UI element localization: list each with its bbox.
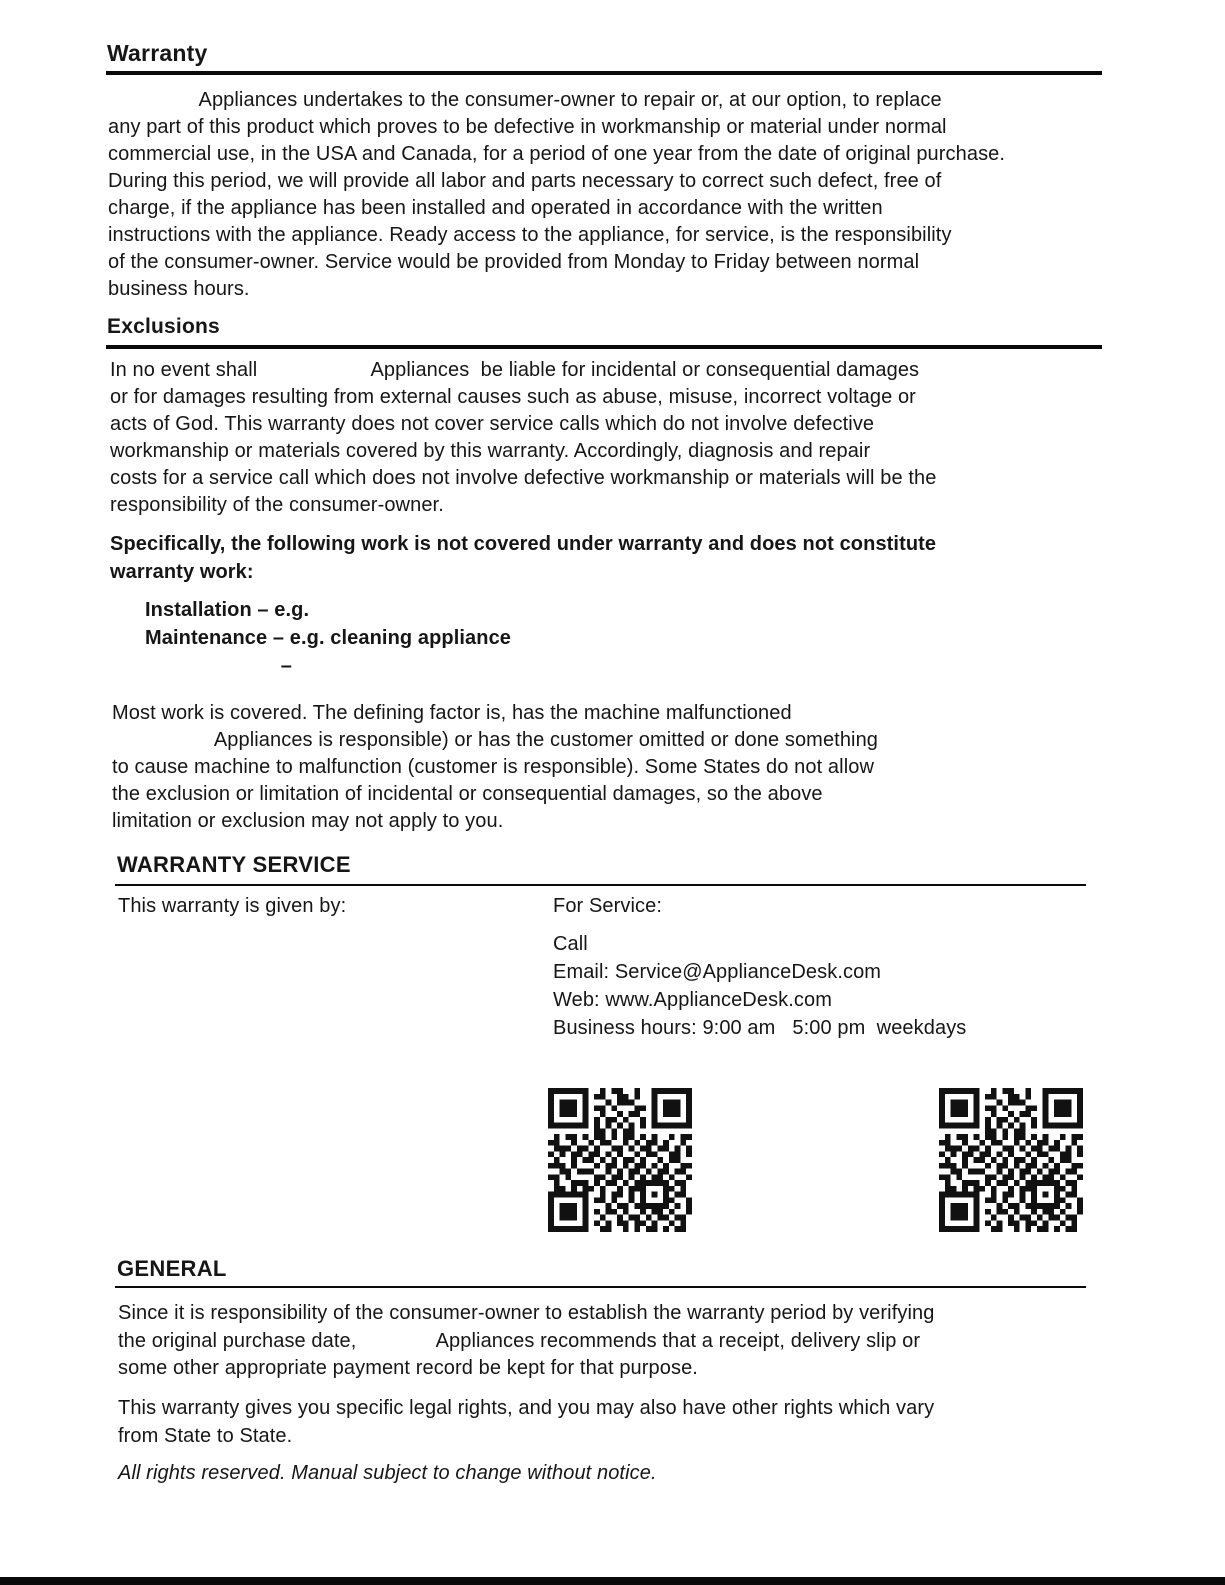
general-paragraph-2 xyxy=(118,1395,934,1450)
text-line: Web: www.ApplianceDesk.com xyxy=(553,989,833,1011)
for-service-label: For Service: xyxy=(553,895,663,917)
text-line: Business hours: 9:00 am 5:00 pm weekdays xyxy=(553,1017,967,1039)
text-line: Maintenance – e.g. cleaning appliance xyxy=(145,627,512,649)
text-line: limitation or exclusion may not apply to you. xyxy=(112,810,504,832)
text-line: of the consumer-owner. Service would be provided from Monday to Friday between normal xyxy=(108,251,920,273)
text-line: Appliances is responsible) or has the customer omitted or done something xyxy=(112,729,879,751)
service-contact-lines xyxy=(553,930,966,1042)
page-title: Warranty xyxy=(107,40,208,66)
text-line: some other appropriate payment record be kept for that purpose. xyxy=(118,1357,698,1379)
text-line: responsibility of the consumer-owner. xyxy=(110,494,444,516)
text-line: During this period, we will provide all labor and parts necessary to correct such defect, free of xyxy=(108,170,942,192)
text-line: This warranty gives you specific legal rights, and you may also have other rights which vary xyxy=(118,1397,935,1419)
text-line: Call xyxy=(553,933,588,955)
coverage-note-paragraph xyxy=(112,700,878,835)
qr-code-left-icon xyxy=(548,1088,692,1232)
exclusions-rule xyxy=(106,345,1102,349)
given-by-label: This warranty is given by: xyxy=(118,895,347,917)
text-line: commercial use, in the USA and Canada, for a period of one year from the date of original purchase. xyxy=(108,143,1006,165)
text-line: to cause machine to malfunction (customer is responsible). Some States do not allow xyxy=(112,756,875,778)
text-line: charge, if the appliance has been installed and operated in accordance with the written xyxy=(108,197,883,219)
text-line: the exclusion or limitation of incidental or consequential damages, so the above xyxy=(112,783,823,805)
text-line: – xyxy=(145,655,292,677)
text-line: Since it is responsibility of the consumer-owner to establish the warranty period by verifying xyxy=(118,1302,935,1324)
general-heading: GENERAL xyxy=(117,1256,227,1281)
text-line: any part of this product which proves to be defective in workmanship or material under normal xyxy=(108,116,947,138)
exclusions-heading: Exclusions xyxy=(107,315,220,338)
text-line: business hours. xyxy=(108,278,250,300)
text-line: warranty work: xyxy=(110,561,254,583)
warranty-service-heading: WARRANTY SERVICE xyxy=(117,852,351,877)
text-line: from State to State. xyxy=(118,1424,293,1447)
not-covered-list xyxy=(145,596,511,680)
warranty-service-rule xyxy=(115,884,1086,886)
rights-reserved-footnote: All rights reserved. Manual subject to change without notice. xyxy=(118,1462,657,1484)
text-line: or for damages resulting from external causes such as abuse, misuse, incorrect voltage or xyxy=(110,386,916,408)
text-line: Installation – e.g. xyxy=(145,599,310,621)
text-line: Appliances undertakes to the consumer-owner to repair or, at our option, to replace xyxy=(108,89,942,111)
general-paragraph-1 xyxy=(118,1300,934,1383)
text-line: Most work is covered. The defining factor is, has the machine malfunctioned xyxy=(112,702,792,724)
text-line: In no event shall Appliances be liable for incidental or consequential damages xyxy=(110,359,920,381)
general-rule xyxy=(115,1286,1086,1288)
text-line: workmanship or materials covered by this warranty. Accordingly, diagnosis and repair xyxy=(110,440,871,462)
qr-code-right-icon xyxy=(939,1088,1083,1232)
not-covered-intro xyxy=(110,530,936,586)
text-line: Email: Service@ApplianceDesk.com xyxy=(553,961,882,983)
text-line: Specifically, the following work is not covered under warranty and does not constitute xyxy=(110,533,937,555)
page-bottom-edge xyxy=(0,1577,1225,1585)
exclusions-paragraph xyxy=(110,357,936,519)
title-rule xyxy=(106,71,1102,75)
text-line: the original purchase date, Appliances recommends that a receipt, delivery slip or xyxy=(118,1329,921,1352)
text-line: instructions with the appliance. Ready access to the appliance, for service, is the responsibility xyxy=(108,224,952,246)
intro-paragraph xyxy=(108,87,1005,303)
text-line: costs for a service call which does not involve defective workmanship or materials will be the xyxy=(110,467,937,489)
text-line: acts of God. This warranty does not cover service calls which do not involve defective xyxy=(110,413,875,435)
